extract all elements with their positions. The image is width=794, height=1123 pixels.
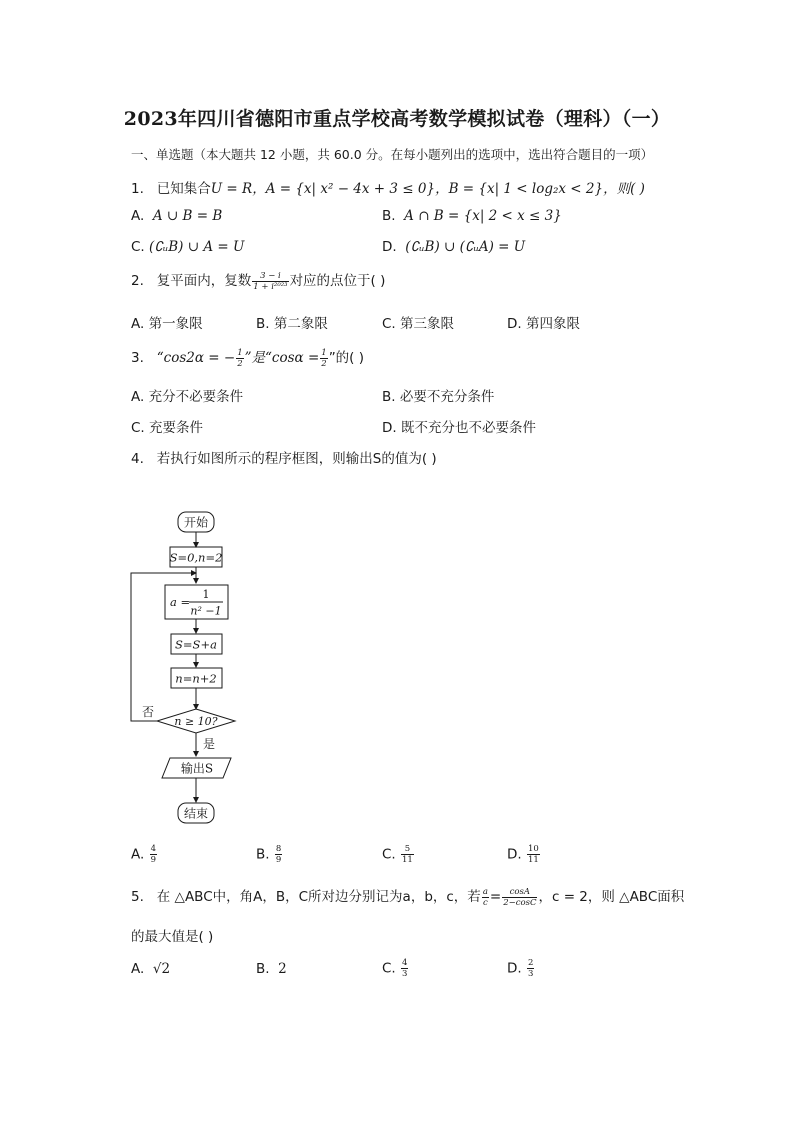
- fraction: [252, 271, 288, 292]
- fraction-numerator: 4: [150, 844, 157, 854]
- option-text: 既不充分也不必要条件: [400, 420, 536, 436]
- fraction: [401, 844, 414, 865]
- q2-option-a[interactable]: [131, 312, 203, 332]
- option-text: 第二象限: [273, 316, 328, 332]
- fraction-numerator: 2: [527, 958, 534, 968]
- q1-option-b[interactable]: [382, 208, 562, 224]
- no-label: 否: [142, 705, 155, 719]
- q2-option-d[interactable]: [507, 312, 580, 332]
- fraction-denominator: 1 + i²⁰²³: [253, 281, 288, 292]
- q1-option-a[interactable]: [131, 208, 222, 224]
- option-label: B.: [256, 961, 270, 977]
- option-text: (∁ᵤB) ∪ (∁ᵤA) = U: [405, 239, 526, 255]
- end-label: 结束: [183, 806, 209, 821]
- option-label: C.: [382, 316, 396, 332]
- fraction-numerator: 4: [402, 958, 408, 968]
- fraction-denominator: 2−cosC: [503, 897, 537, 908]
- flowchart: [125, 505, 245, 830]
- q1-option-d[interactable]: [382, 239, 525, 255]
- assign-numerator: 1: [202, 588, 210, 601]
- q5-option-b[interactable]: [256, 961, 287, 977]
- question-stem-tail: 对应的点位于( ): [289, 273, 386, 289]
- option-text: 必要不充分条件: [399, 389, 495, 405]
- q2-option-b[interactable]: [256, 312, 328, 332]
- option-text: √2: [152, 961, 171, 977]
- question-1: [131, 177, 645, 197]
- fraction: [150, 844, 157, 865]
- option-text: A ∩ B = {x| 2 < x ≤ 3}: [404, 208, 562, 224]
- question-5-line2: 的最大值是( ): [131, 929, 214, 945]
- question-stem: 复平面内，复数: [156, 273, 252, 289]
- fraction-denominator: 2: [321, 358, 327, 369]
- assign-lhs: a =: [170, 595, 191, 609]
- fraction-numerator: 5: [401, 844, 414, 855]
- q3-option-c[interactable]: [131, 416, 203, 436]
- condition-label: n ≥ 10?: [174, 715, 218, 728]
- question-4: [131, 447, 437, 467]
- q4-option-b[interactable]: [256, 844, 283, 865]
- question-3: [131, 346, 364, 369]
- fraction-denominator: c: [482, 897, 488, 908]
- init-label: S=0,n=2: [169, 550, 223, 565]
- question-number: 3.: [131, 350, 144, 366]
- option-label: D.: [382, 239, 397, 255]
- option-text: 第四象限: [525, 316, 580, 332]
- q4-option-a[interactable]: [131, 844, 158, 865]
- fraction-denominator: 3: [402, 969, 408, 979]
- fraction: [527, 844, 540, 865]
- option-label: A.: [131, 389, 145, 405]
- option-label: C.: [382, 846, 396, 863]
- option-label: B.: [256, 316, 270, 332]
- q4-option-c[interactable]: [382, 844, 415, 865]
- option-text: 充要条件: [149, 420, 204, 436]
- question-stem-math: U = R，A = {x| x² − 4x + 3 ≤ 0}，B = {x| 1 < log₂x < 2}，则( ): [210, 181, 645, 197]
- question-stem-part: 在 △ABC中，角A，B，C所对边分别记为a，b，c，若: [156, 889, 481, 905]
- q1-option-c[interactable]: [131, 239, 244, 255]
- fraction: [527, 958, 534, 979]
- fraction: [401, 958, 408, 979]
- fraction-denominator: 11: [527, 855, 539, 865]
- question-number: 4.: [131, 451, 144, 467]
- option-text: 第一象限: [148, 316, 203, 332]
- option-label: D.: [507, 316, 522, 332]
- fraction-numerator: a: [482, 886, 488, 897]
- question-stem-part: ，c = 2，则 △ABC面积: [538, 889, 685, 905]
- start-label: 开始: [183, 515, 209, 530]
- fraction-numerator: 1: [321, 347, 327, 358]
- question-stem: 若执行如图所示的程序框图，则输出S的值为( ): [156, 451, 437, 467]
- question-stem: 已知集合: [156, 181, 211, 197]
- equals-sign: =: [489, 889, 502, 905]
- q4-option-d[interactable]: [507, 844, 541, 865]
- q2-option-c[interactable]: [382, 312, 454, 332]
- fraction-numerator: 3 − i: [252, 271, 288, 282]
- fraction-denominator: 11: [402, 855, 413, 865]
- fraction-numerator: 8: [275, 844, 282, 854]
- question-stem-part: ”是“cosα =: [244, 350, 320, 366]
- update-n-label: n=n+2: [175, 671, 217, 686]
- fraction: [502, 887, 537, 908]
- output-label: 输出S: [180, 761, 214, 776]
- q3-option-d[interactable]: [382, 416, 536, 436]
- fraction: [482, 887, 489, 908]
- section-heading: 一、单选题（本大题共 12 小题，共 60.0 分。在每小题列出的选项中，选出符合题目的一项）: [131, 147, 654, 162]
- option-label: D.: [382, 420, 397, 436]
- fraction-denominator: 2: [237, 358, 243, 369]
- fraction-denominator: 9: [275, 855, 282, 865]
- fraction-numerator: 1: [237, 347, 243, 358]
- q5-option-a[interactable]: [131, 961, 170, 977]
- option-label: C.: [131, 420, 145, 436]
- option-text: 2: [278, 961, 287, 977]
- fraction-numerator: cosA: [502, 887, 537, 898]
- fraction: [236, 348, 243, 369]
- option-label: B.: [382, 389, 396, 405]
- option-label: D.: [507, 960, 522, 977]
- q3-option-a[interactable]: [131, 385, 243, 405]
- q3-option-b[interactable]: [382, 385, 494, 405]
- option-text: A ∪ B = B: [152, 208, 223, 224]
- fraction: [320, 348, 327, 369]
- option-label: B.: [256, 846, 270, 863]
- option-label: A.: [131, 846, 145, 863]
- yes-label: 是: [203, 737, 216, 751]
- option-label: B.: [382, 208, 396, 224]
- fraction-denominator: 9: [150, 855, 157, 865]
- assign-denominator: n² −1: [190, 604, 222, 618]
- update-s-label: S=S+a: [175, 637, 217, 652]
- fraction: [275, 844, 282, 865]
- option-text: 第三象限: [400, 316, 455, 332]
- q5-option-d[interactable]: [507, 958, 535, 979]
- q5-option-c[interactable]: [382, 958, 409, 979]
- option-text: (∁ᵤB) ∪ A = U: [149, 239, 245, 255]
- question-number: 1.: [131, 181, 144, 197]
- option-label: D.: [507, 846, 522, 863]
- option-label: A.: [131, 208, 145, 224]
- option-text: 充分不必要条件: [148, 389, 244, 405]
- fraction-numerator: 10: [527, 844, 539, 854]
- question-5: [131, 885, 684, 908]
- question-stem-part: ”的( ): [328, 350, 365, 366]
- question-number: 5.: [131, 889, 144, 905]
- option-label: C.: [382, 960, 396, 977]
- page-title: 2023年四川省德阳市重点学校高考数学模拟试卷（理科）（一）: [123, 108, 671, 130]
- option-label: C.: [131, 239, 145, 255]
- question-stem-part: “cos2α = −: [156, 350, 236, 366]
- fraction-denominator: 3: [527, 969, 534, 979]
- question-number: 2.: [131, 273, 144, 289]
- question-2: [131, 269, 385, 292]
- option-label: A.: [131, 961, 145, 977]
- option-label: A.: [131, 316, 145, 332]
